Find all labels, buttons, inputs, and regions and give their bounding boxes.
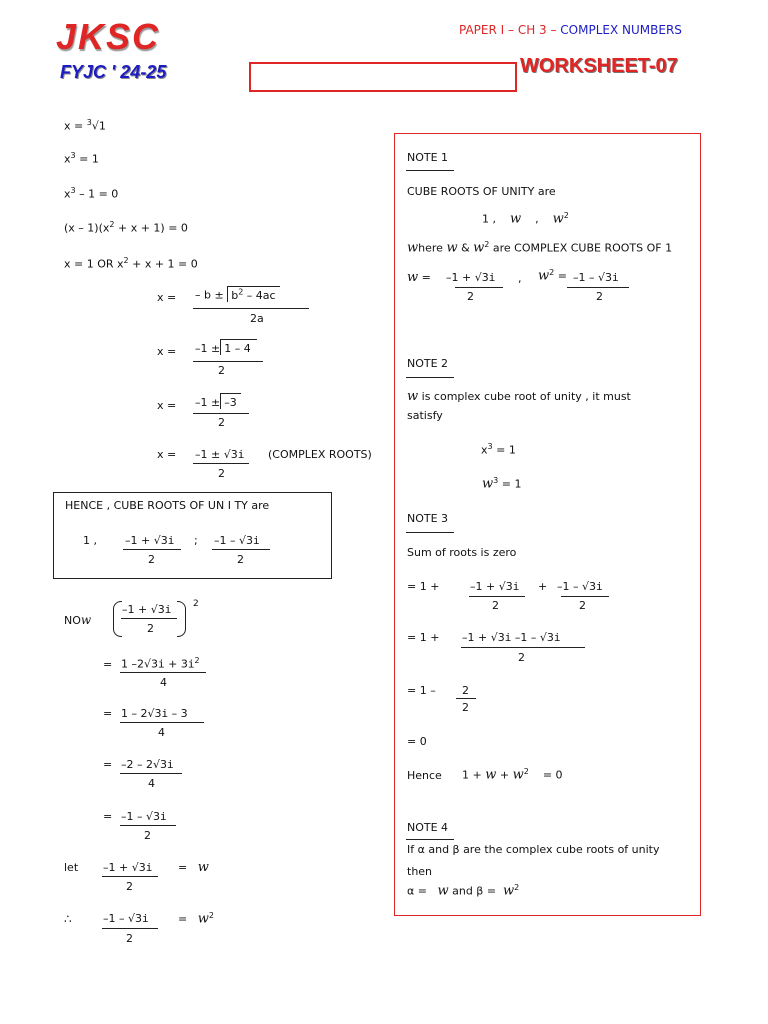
box-title: HENCE , CUBE ROOTS OF UN I TY are	[65, 499, 270, 512]
paper-chapter-heading	[459, 23, 682, 37]
note3-row4: = 0	[407, 735, 427, 748]
note1-roots: 1 , w , $w^2$	[482, 211, 569, 227]
fraction-bar	[120, 672, 206, 673]
fyjc-subtitle: FYJC ' 24-25	[60, 62, 167, 82]
s3-den: 4	[148, 777, 155, 790]
worksheet-title: WORKSHEET-07	[520, 55, 678, 77]
step-x-label: x =	[157, 345, 177, 358]
eq-factor: $(x - 1)(x^2 + x + 1) = 0$	[64, 220, 188, 235]
note4-line2: then	[407, 865, 433, 878]
fraction-bar	[120, 773, 182, 774]
fraction-bar	[193, 308, 309, 309]
let-label: let	[64, 861, 79, 874]
now-den: 2	[147, 622, 154, 635]
note3-row2-num: –1 + √3i –1 – √3i	[462, 631, 561, 644]
s1-num: 1 $-2√3i + 3i^2$	[121, 656, 200, 671]
fraction-bar	[567, 287, 629, 288]
let-den: 2	[126, 880, 133, 893]
paper-topic: COMPLEX NUMBERS	[560, 23, 682, 37]
note3-row1-den1: 2	[492, 599, 499, 612]
note1-w-def: w =	[407, 270, 431, 285]
note1-line1: CUBE ROOTS OF UNITY are	[407, 185, 556, 198]
s4-den: 2	[144, 829, 151, 842]
fraction-bar	[455, 287, 503, 288]
note1-w2-num: –1 – √3i	[573, 271, 619, 284]
quad-numerator: – $b \pm b^2 - 4ac$	[195, 287, 280, 302]
radical: $b^2 - 4ac$	[227, 286, 279, 302]
fraction-bar	[456, 698, 476, 699]
note4-alpha-beta: α = w and $\beta = w^2$	[407, 883, 520, 899]
box-root1-den: 2	[148, 553, 155, 566]
eq-x-cubed-minus: $x^3 - 1 = 0$	[64, 186, 119, 201]
note-underline	[406, 170, 454, 171]
box-one: 1 ,	[83, 534, 97, 547]
let-eq: = w	[178, 860, 209, 875]
s4-eq: =	[103, 810, 113, 823]
therefore-sign: ∴	[64, 912, 72, 926]
box-root1-num: –1 + √3i	[125, 534, 175, 547]
s1-den: 4	[160, 676, 167, 689]
box-semicolon: ;	[194, 534, 198, 547]
s1-eq: =	[103, 658, 113, 671]
fraction-bar	[123, 549, 181, 550]
note-underline	[406, 377, 454, 378]
step-denominator: 2	[218, 364, 225, 377]
note2-line2: satisfy	[407, 409, 443, 422]
therefore-den: 2	[126, 932, 133, 945]
step-x-label: x =	[157, 448, 177, 461]
quad-x-label: x =	[157, 291, 177, 304]
s4-num: –1 – √3i	[121, 810, 167, 823]
s2-den: 4	[158, 726, 165, 739]
box-root2-den: 2	[237, 553, 244, 566]
note3-row3-den: 2	[462, 701, 469, 714]
step-numerator: –1 ± –3	[195, 396, 241, 409]
note4-line1: If α and β are the complex cube roots of unity	[407, 843, 660, 856]
note-underline	[406, 839, 454, 840]
note2-x-cubed: $x^3 = 1$	[481, 442, 516, 457]
left-paren	[113, 601, 122, 637]
fraction-bar	[193, 361, 263, 362]
note3-row1-plus: +	[538, 580, 548, 593]
note3-row1-num1: –1 + √3i	[470, 580, 520, 593]
fraction-bar	[193, 463, 249, 464]
step-denominator: 2	[218, 467, 225, 480]
fraction-bar	[193, 413, 249, 414]
note1-w-num: –1 + √3i	[446, 271, 496, 284]
note3-row2-lead: = 1 +	[407, 631, 440, 644]
note3-row3-num: 2	[462, 684, 469, 697]
fraction-bar	[102, 928, 158, 929]
note3-row1-lead: = 1 +	[407, 580, 440, 593]
note3-row2-den: 2	[518, 651, 525, 664]
note1-w-den: 2	[467, 290, 474, 303]
note3-title: NOTE 3	[407, 512, 449, 525]
s2-num: 1 – 2√3i – 3	[121, 707, 188, 720]
complex-roots-note: (COMPLEX ROOTS)	[268, 448, 372, 461]
fraction-bar	[120, 722, 204, 723]
now-label: NOw	[64, 613, 92, 627]
note2-title: NOTE 2	[407, 357, 449, 370]
paper-prefix: PAPER I – CH 3 –	[459, 23, 561, 37]
note3-row1-num2: –1 – √3i	[557, 580, 603, 593]
note1-w2-def: $w^2$ =	[538, 268, 567, 284]
now-power: 2	[193, 599, 199, 609]
let-num: –1 + √3i	[103, 861, 153, 874]
s2-eq: =	[103, 707, 113, 720]
eq-x-cube-root: x = $^3$√1	[64, 118, 106, 133]
fraction-bar	[469, 596, 525, 597]
note1-sep: ,	[518, 272, 522, 285]
eq-cases: x = 1 OR $x^2 + x + 1 = 0$	[64, 256, 198, 271]
note3-hence: Hence	[407, 769, 442, 782]
now-num: –1 + √3i	[122, 603, 172, 616]
therefore-num: –1 – √3i	[103, 912, 149, 925]
note3-row1-den2: 2	[579, 599, 586, 612]
note2-line1: w is complex cube root of unity , it must	[407, 389, 631, 404]
step-denominator: 2	[218, 416, 225, 429]
jksc-logo: JKSC	[56, 16, 161, 57]
step-x-label: x =	[157, 399, 177, 412]
note1-where: where w & $w^2$ are COMPLEX CUBE ROOTS OF 1	[407, 240, 673, 256]
fraction-bar	[121, 618, 177, 619]
fraction-bar	[120, 825, 176, 826]
eq-x-cubed: $x^3 = 1$	[64, 151, 99, 166]
fraction-bar	[461, 647, 585, 648]
name-input-box[interactable]	[249, 62, 517, 92]
fraction-bar	[102, 876, 158, 877]
right-paren	[177, 601, 186, 637]
step-numerator: –1 ± √3i	[195, 448, 245, 461]
note3-row3-lead: = 1 –	[407, 684, 436, 697]
note3-hence-eq: $1 + w + w^2$ = 0	[462, 767, 563, 783]
note-underline	[406, 532, 454, 533]
note1-title: NOTE 1	[407, 151, 449, 164]
note2-w-cubed: $w^3 = 1$	[482, 476, 522, 492]
note1-w2-den: 2	[596, 290, 603, 303]
note4-title: NOTE 4	[407, 821, 449, 834]
fraction-bar	[561, 596, 609, 597]
step-numerator: –1 ± 1 – 4	[195, 342, 257, 355]
therefore-eq: = $w^2$	[178, 911, 214, 927]
note3-line1: Sum of roots is zero	[407, 546, 517, 559]
s3-num: –2 – 2√3i	[121, 758, 174, 771]
quad-denominator: 2a	[250, 312, 264, 325]
radical: –3	[220, 393, 241, 409]
radical: 1 – 4	[220, 339, 257, 355]
fraction-bar	[212, 549, 270, 550]
s3-eq: =	[103, 758, 113, 771]
box-root2-num: –1 – √3i	[214, 534, 260, 547]
